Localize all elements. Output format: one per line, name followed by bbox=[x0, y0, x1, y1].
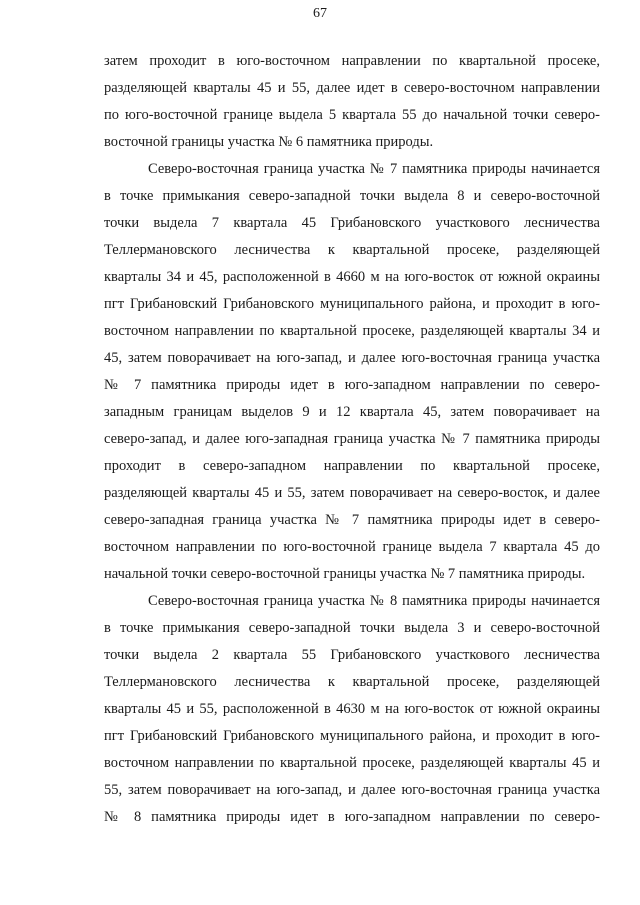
paragraph-line: разделяющей кварталы 45 и 55, затем поворачивает на северо-восток, и далее bbox=[104, 485, 600, 501]
paragraph-line: северо-западная граница участка № 7 памятника природы идет в северо- bbox=[104, 512, 600, 528]
paragraph-line: Теллермановского лесничества к квартальной просеке, разделяющей bbox=[104, 242, 600, 258]
paragraph-line: затем проходит в юго-восточном направлении по квартальной просеке, bbox=[104, 53, 600, 69]
paragraph-line: в точке примыкания северо-западной точки выдела 3 и северо-восточной bbox=[104, 620, 600, 636]
page-number: 67 bbox=[313, 6, 327, 21]
paragraph-line: восточном направлении по квартальной просеке, разделяющей кварталы 34 и bbox=[104, 323, 600, 339]
paragraph-line: 45, затем поворачивает на юго-запад, и далее юго-восточная граница участка bbox=[104, 350, 600, 366]
paragraph-line: № 7 памятника природы идет в юго-западном направлении по северо- bbox=[104, 377, 600, 393]
paragraph-line: восточном направлении по квартальной просеке, разделяющей кварталы 45 и bbox=[104, 755, 600, 771]
paragraph-line: точки выдела 7 квартала 45 Грибановского участкового лесничества bbox=[104, 215, 600, 231]
paragraph-line: Северо-восточная граница участка № 7 памятника природы начинается bbox=[148, 161, 600, 177]
paragraph-line: кварталы 45 и 55, расположенной в 4630 м на юго-восток от южной окраины bbox=[104, 701, 600, 717]
paragraph-line: Северо-восточная граница участка № 8 памятника природы начинается bbox=[148, 593, 600, 609]
paragraph-line: по юго-восточной границе выдела 5 квартала 55 до начальной точки северо- bbox=[104, 107, 600, 123]
paragraph-line: разделяющей кварталы 45 и 55, далее идет в северо-восточном направлении bbox=[104, 80, 600, 96]
paragraph-line: восточном направлении по юго-восточной границе выдела 7 квартала 45 до bbox=[104, 539, 600, 555]
paragraph-line: западным границам выделов 9 и 12 квартала 45, затем поворачивает на bbox=[104, 404, 600, 420]
paragraph-line: пгт Грибановский Грибановского муниципального района, и проходит в юго- bbox=[104, 728, 600, 744]
paragraph-line: пгт Грибановский Грибановского муниципального района, и проходит в юго- bbox=[104, 296, 600, 312]
paragraph-line: Теллермановского лесничества к квартальной просеке, разделяющей bbox=[104, 674, 600, 690]
paragraph-line: № 8 памятника природы идет в юго-западном направлении по северо- bbox=[104, 809, 600, 825]
paragraph-line: в точке примыкания северо-западной точки выдела 8 и северо-восточной bbox=[104, 188, 600, 204]
paragraph-line: восточной границы участка № 6 памятника природы. bbox=[104, 134, 434, 150]
paragraph-line: северо-запад, и далее юго-западная граница участка № 7 памятника природы bbox=[104, 431, 600, 447]
paragraph-line: проходит в северо-западном направлении по квартальной просеке, bbox=[104, 458, 600, 474]
paragraph-line: точки выдела 2 квартала 55 Грибановского участкового лесничества bbox=[104, 647, 600, 663]
paragraph-line: кварталы 34 и 45, расположенной в 4660 м на юго-восток от южной окраины bbox=[104, 269, 600, 285]
paragraph-line: начальной точки северо-восточной границы участка № 7 памятника природы. bbox=[104, 566, 586, 582]
paragraph-line: 55, затем поворачивает на юго-запад, и далее юго-восточная граница участка bbox=[104, 782, 600, 798]
